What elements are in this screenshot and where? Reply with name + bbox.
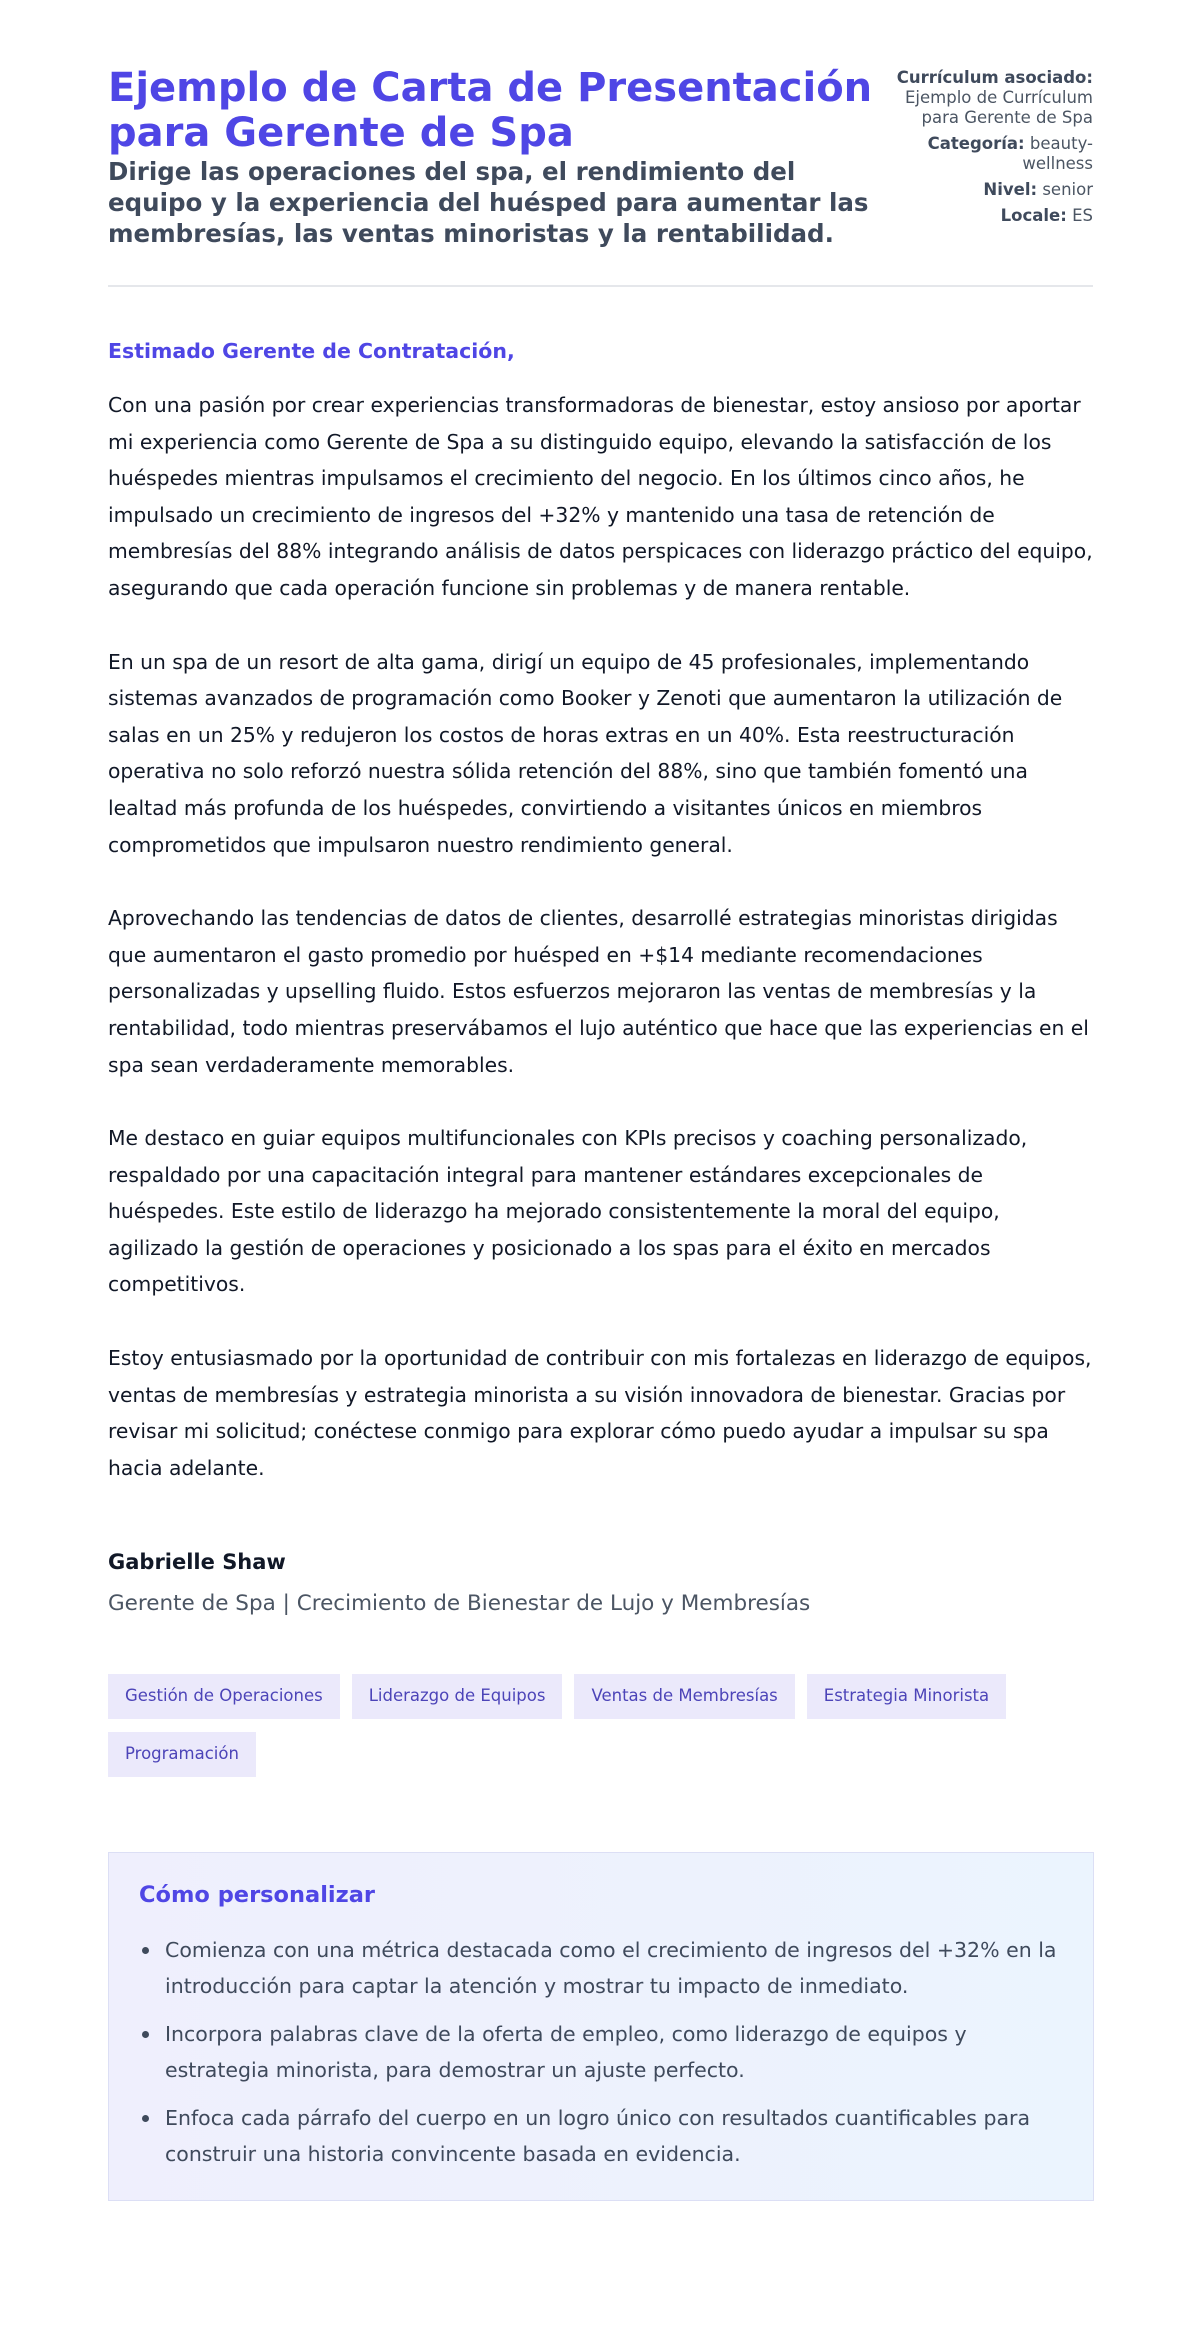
tag-operations[interactable]: Gestión de Operaciones <box>108 1674 340 1719</box>
tag-team-leadership[interactable]: Liderazgo de Equipos <box>352 1674 563 1719</box>
meta-label: Categoría: <box>927 134 1025 153</box>
meta-value: beauty-wellness <box>1022 134 1093 173</box>
header-title-block <box>108 66 883 249</box>
page-title: Ejemplo de Carta de Presentación para Gerente de Spa <box>108 65 873 156</box>
page-header <box>108 66 1093 287</box>
meta-level <box>893 180 1093 200</box>
skill-tags <box>108 1674 1093 1777</box>
meta-associated-resume <box>893 68 1093 128</box>
meta-value: senior <box>1042 180 1093 199</box>
meta-label: Currículum asociado: <box>896 68 1093 87</box>
list-item <box>139 2100 1063 2172</box>
signature-block <box>108 1548 1093 1618</box>
salutation: Estimado Gerente de Contratación, <box>108 339 515 363</box>
paragraph-experience: En un spa de un resort de alta gama, dirigí un equipo de 45 profesionales, implementando sistemas avanzados de programación como Booker y Zenoti que aumentaron la utilización de salas en un 25% y redujeron los costos de horas extras en un 40%. Esta reestructuración operativa no solo reforzó nuestra sólida retención del 88%, sino que también fomentó una lealtad más profunda de los huéspedes, convirtiendo a visitantes únicos en miembros comprometidos que impulsaron nuestro rendimiento general. <box>108 649 1063 857</box>
paragraph-intro: Con una pasión por crear experiencias transformadoras de bienestar, estoy ansioso por aportar mi experiencia como Gerente de Spa a su distinguido equipo, elevando la satisfacción de los huéspedes mientras impulsamos el crecimiento del negocio. En los últimos cinco años, he impulsado un crecimiento de ingresos del +32% y mantenido una tasa de retención de membresías del 88% integrando análisis de datos perspicaces con liderazgo práctico del equipo, asegurando que cada operación funcione sin problemas y de manera rentable. <box>108 393 1093 600</box>
list-item <box>139 1932 1063 2004</box>
tag-scheduling[interactable]: Programación <box>108 1732 256 1777</box>
tip-text: Incorpora palabras clave de la oferta de empleo, como liderazgo de equipos y estrategia minorista, para demostrar un ajuste perfecto. <box>165 2022 967 2083</box>
meta-category <box>893 134 1093 174</box>
meta-locale <box>893 206 1093 226</box>
meta-value: Ejemplo de Currículum para Gerente de Spa <box>905 88 1093 127</box>
tips-title: Cómo personalizar <box>139 1882 376 1909</box>
signature-name: Gabrielle Shaw <box>108 1550 286 1575</box>
bullet-icon <box>142 2115 149 2122</box>
metadata-panel <box>893 66 1093 232</box>
letter-body <box>108 337 1093 1618</box>
bullet-icon <box>142 2031 149 2038</box>
tips-list <box>139 1932 1063 2172</box>
list-item <box>139 2016 1063 2088</box>
meta-label: Nivel: <box>983 180 1038 199</box>
signature-title: Gerente de Spa | Crecimiento de Bienestar de Lujo y Membresías <box>108 1591 811 1617</box>
bullet-icon <box>142 1947 149 1954</box>
paragraph-retail: Aprovechando las tendencias de datos de clientes, desarrollé estrategias minoristas dirigidas que aumentaron el gasto promedio por huésped en +$14 mediante recomendaciones personalizadas y upselling fluido. Estos esfuerzos mejoraron las ventas de membresías y la rentabilidad, todo mientras preservábamos el lujo auténtico que hace que las experiencias en el spa sean verdaderamente memorables. <box>108 906 1089 1077</box>
tip-text: Enfoca cada párrafo del cuerpo en un logro único con resultados cuantificables para construir una historia convincente basada en evidencia. <box>165 2106 1031 2167</box>
meta-value: ES <box>1072 206 1093 225</box>
page-subtitle: Dirige las operaciones del spa, el rendimiento del equipo y la experiencia del huésped para aumentar las membresías, las ventas minoristas y la rentabilidad. <box>108 157 869 248</box>
customization-tips-box <box>108 1852 1094 2201</box>
tag-membership-sales[interactable]: Ventas de Membresías <box>574 1674 794 1719</box>
letter-paragraphs <box>108 387 1093 1486</box>
paragraph-closing: Estoy entusiasmado por la oportunidad de contribuir con mis fortalezas en liderazgo de equipos, ventas de membresías y estrategia minorista a su visión innovadora de bienestar. Gracias por revisar mi solicitud; conéctese conmigo para explorar cómo puedo ayudar a impulsar su spa hacia adelante. <box>108 1346 1092 1480</box>
meta-label: Locale: <box>1000 206 1067 225</box>
paragraph-leadership: Me destaco en guiar equipos multifuncionales con KPIs precisos y coaching personalizado, respaldado por una capacitación integral para mantener estándares excepcionales de huéspedes. Este estilo de liderazgo ha mejorado consistentemente la moral del equipo, agilizado la gestión de operaciones y posicionado a los spas para el éxito en mercados competitivos. <box>108 1126 1028 1297</box>
tag-retail-strategy[interactable]: Estrategia Minorista <box>807 1674 1006 1719</box>
tip-text: Comienza con una métrica destacada como el crecimiento de ingresos del +32% en la introducción para captar la atención y mostrar tu impacto de inmediato. <box>165 1938 1057 1999</box>
